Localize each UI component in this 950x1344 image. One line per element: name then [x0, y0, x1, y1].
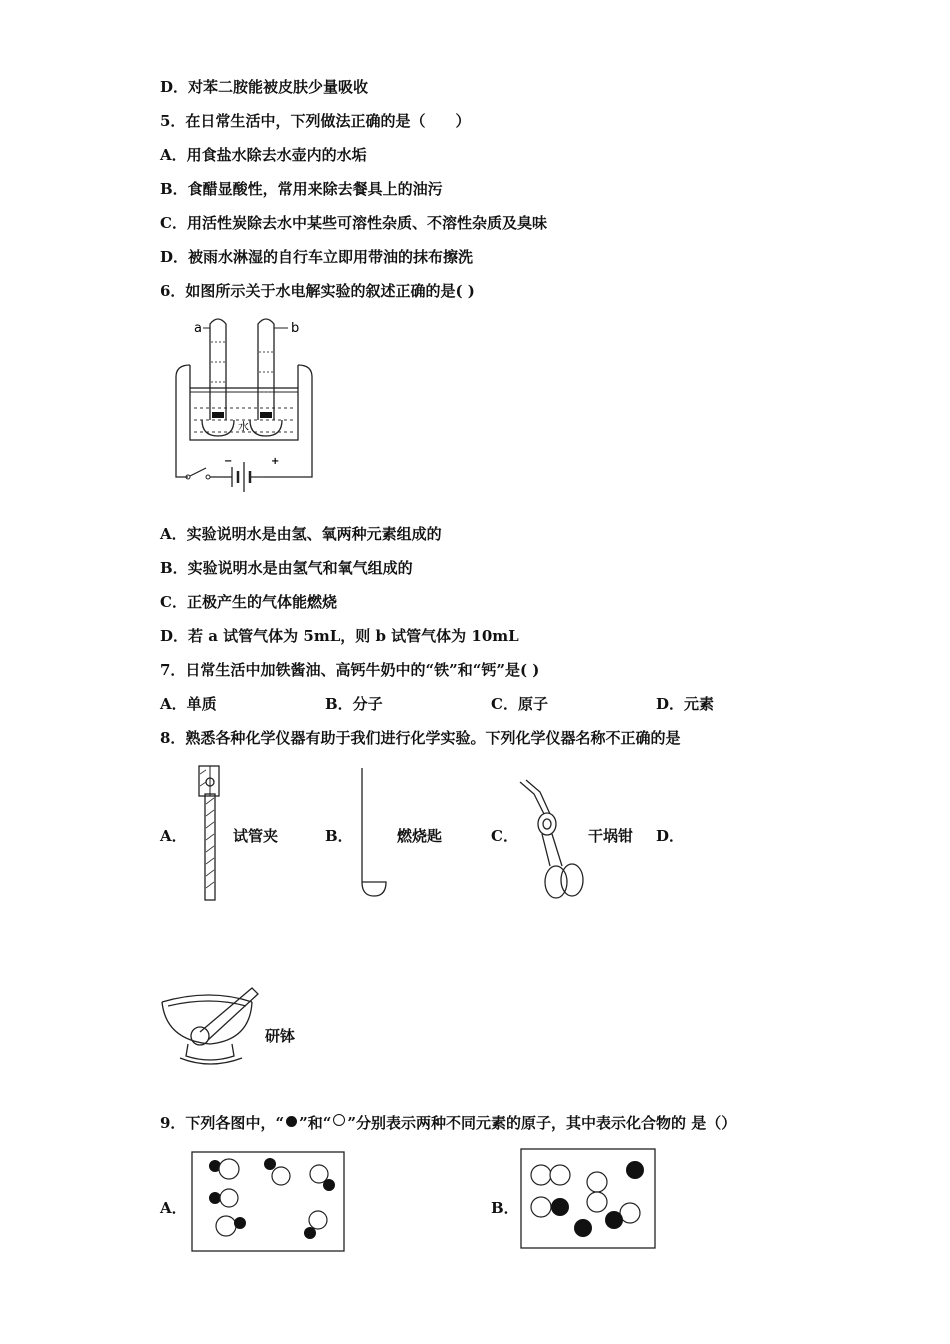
q8-option-a-name: 试管夹 — [233, 827, 279, 845]
black-atom-icon — [286, 1116, 297, 1127]
q8-option-d-label: D． — [656, 827, 685, 845]
atom-white — [272, 1167, 290, 1185]
q6-option-b: B．实验说明水是由氢气和氧气组成的 — [160, 559, 413, 577]
q8-stem: 8．熟悉各种化学仪器有助于我们进行化学实验。下列化学仪器名称不正确的是 — [160, 729, 681, 747]
battery-minus-label: − — [224, 456, 233, 467]
q6-option-a: A．实验说明水是由氢、氧两种元素组成的 — [160, 525, 442, 543]
atom-black — [574, 1219, 592, 1237]
mortar-and-pestle-image — [160, 980, 264, 1072]
q9-stem-post: ”分别表示两种不同元素的原子，其中表示化合物的 是（） — [347, 1114, 737, 1132]
q8-option-d-name: 研钵 — [265, 1027, 296, 1045]
atom-white — [587, 1192, 607, 1212]
q5-option-c: C．用活性炭除去水中某些可溶性杂质、不溶性杂质及臭味 — [160, 214, 547, 232]
atom-white — [531, 1197, 551, 1217]
q5-option-a: A．用食盐水除去水壶内的水垢 — [160, 146, 367, 164]
q7-option-b: B．分子 — [325, 695, 383, 713]
q7-option-a: A．单质 — [160, 695, 217, 713]
tube-b-label: b — [291, 321, 300, 336]
crucible-tongs-image — [516, 778, 588, 902]
atom-black — [626, 1161, 644, 1179]
q6-option-c: C．正极产生的气体能燃烧 — [160, 593, 337, 611]
q7-stem: 7．日常生活中加铁酱油、高钙牛奶中的“铁”和“钙”是( ) — [160, 661, 540, 679]
q7-option-d: D．元素 — [656, 695, 715, 713]
atom-black — [234, 1217, 246, 1229]
q9-stem-mid: ”和“ — [299, 1114, 332, 1132]
q8-option-c-name: 干埚钳 — [588, 827, 634, 845]
atom-white — [550, 1165, 570, 1185]
q8-option-b-name: 燃烧匙 — [397, 827, 443, 845]
q9-option-a-label: A． — [160, 1199, 187, 1217]
electrolysis-apparatus-figure — [160, 312, 330, 502]
q9-diagram-b — [520, 1148, 656, 1250]
white-atom-icon — [333, 1114, 345, 1126]
atom-white — [220, 1189, 238, 1207]
q8-option-c-label: C． — [491, 827, 518, 845]
q9-diagram-a — [191, 1151, 345, 1253]
q5-option-b: B．食醋显酸性，常用来除去餐具上的油污 — [160, 180, 443, 198]
q7-option-c: C．原子 — [491, 695, 548, 713]
q5-option-d: D．被雨水淋湿的自行车立即用带油的抹布擦洗 — [160, 248, 474, 266]
q8-option-b-label: B． — [325, 827, 353, 845]
test-tube-holder-image — [196, 764, 226, 904]
atom-black — [264, 1158, 276, 1170]
combustion-spoon-image — [356, 764, 396, 904]
atom-white — [216, 1216, 236, 1236]
q6-option-d: D．若 a 试管气体为 5mL，则 b 试管气体为 10mL — [160, 627, 519, 645]
water-label: 水 — [238, 420, 249, 433]
q9-stem — [160, 1113, 736, 1133]
tube-a-label: a — [194, 321, 202, 336]
q9-option-b-label: B． — [491, 1199, 519, 1217]
atom-white — [309, 1211, 327, 1229]
q6-stem: 6．如图所示关于水电解实验的叙述正确的是( ) — [160, 282, 475, 300]
q4-option-d: D．对苯二胺能被皮肤少量吸收 — [160, 78, 369, 96]
battery-plus-label: + — [271, 456, 280, 467]
atom-black — [323, 1179, 335, 1191]
atom-black — [304, 1227, 316, 1239]
q5-stem: 5．在日常生活中，下列做法正确的是（ ） — [160, 112, 471, 130]
q8-option-a-label: A． — [160, 827, 187, 845]
atom-white — [531, 1165, 551, 1185]
atom-black — [605, 1211, 623, 1229]
q9-stem-pre: 9．下列各图中，“ — [160, 1114, 285, 1132]
atom-white — [219, 1159, 239, 1179]
atom-black — [551, 1198, 569, 1216]
atom-white — [587, 1172, 607, 1192]
atom-black — [209, 1192, 221, 1204]
